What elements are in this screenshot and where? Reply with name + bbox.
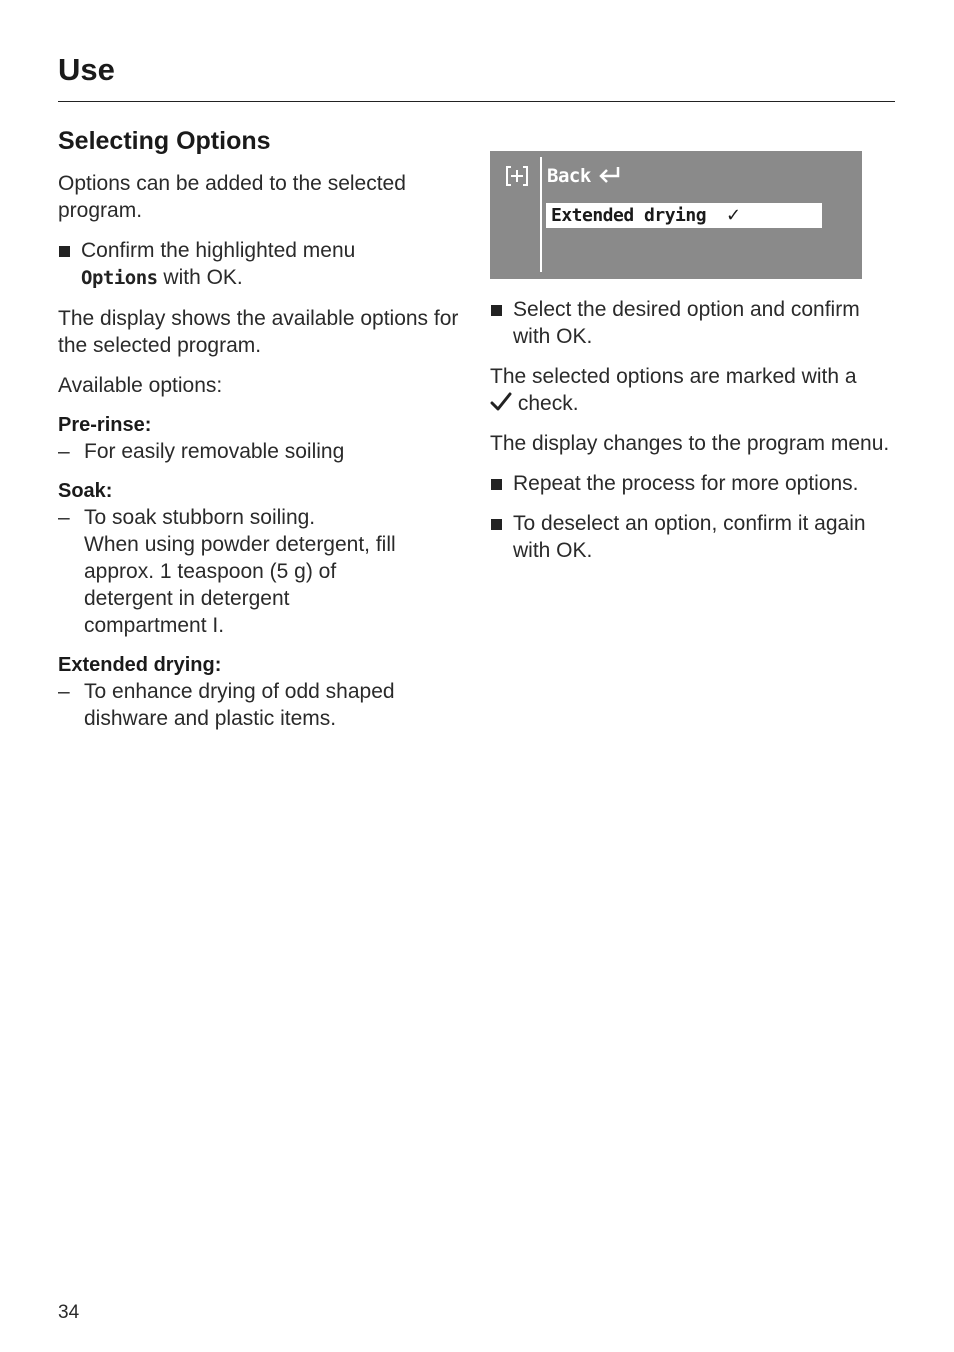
bullet-square-icon xyxy=(59,246,70,257)
check-mark-paragraph xyxy=(490,363,900,417)
display-divider xyxy=(540,157,542,272)
display-changes-paragraph: The display changes to the program menu. xyxy=(490,432,890,455)
description-line: dishware and plastic items. xyxy=(84,707,337,730)
instruction-select-option xyxy=(490,296,900,350)
instruction-deselect xyxy=(490,510,900,564)
instruction-confirm-options xyxy=(58,237,468,292)
bullet-square-icon xyxy=(491,519,502,530)
dash-marker: – xyxy=(58,680,70,703)
option-description xyxy=(58,504,468,639)
dash-marker: – xyxy=(58,506,70,529)
description-line: For easily removable soiling xyxy=(84,440,345,463)
option-soak xyxy=(58,478,468,639)
intro-paragraph: Options can be added to the selected program. xyxy=(58,172,406,222)
bullet-text: Repeat the process for more options. xyxy=(513,472,859,495)
option-description xyxy=(58,678,468,732)
bullet-square-icon xyxy=(491,305,502,316)
display-check-mark: ✓ xyxy=(726,205,742,225)
description-line: detergent in detergent xyxy=(84,587,290,610)
display-selected-label: Extended drying xyxy=(551,205,707,226)
bullet-text-suffix: with OK. xyxy=(157,266,243,289)
option-extended-drying xyxy=(58,652,468,732)
option-title: Pre-rinse: xyxy=(58,414,152,436)
dash-marker: – xyxy=(58,440,70,463)
option-pre-rinse xyxy=(58,412,468,465)
right-column xyxy=(490,296,900,577)
options-menu-label: Options xyxy=(81,267,158,289)
paragraph-text: The selected options are marked with a xyxy=(490,365,857,388)
page-title: Use xyxy=(58,52,115,87)
bullet-text: Confirm the highlighted menu xyxy=(81,239,356,262)
bullet-text: Select the desired option and confirm with OK. xyxy=(513,298,860,348)
plus-box-icon xyxy=(505,165,529,187)
bullet-square-icon xyxy=(491,479,502,490)
display-paragraph: The display shows the available options for the selected program. xyxy=(58,307,459,357)
description-line: When using powder detergent, fill xyxy=(84,533,396,556)
page-number: 34 xyxy=(58,1302,80,1323)
description-line: compartment I. xyxy=(84,614,225,637)
left-column xyxy=(58,124,468,745)
bullet-text: To deselect an option, confirm it again with OK. xyxy=(513,512,866,562)
title-divider xyxy=(58,101,895,102)
check-icon xyxy=(490,392,512,412)
option-description xyxy=(58,438,468,465)
description-line: approx. 1 teaspoon (5 g) of xyxy=(84,560,337,583)
available-options-label: Available options: xyxy=(58,374,223,397)
display-selected-row xyxy=(546,203,822,228)
option-title: Extended drying: xyxy=(58,654,222,676)
description-line: To soak stubborn soiling. xyxy=(84,506,316,529)
paragraph-text-suffix: check. xyxy=(512,392,579,415)
description-line: To enhance drying of odd shaped xyxy=(84,680,395,703)
appliance-display-illustration xyxy=(490,151,862,279)
option-title: Soak: xyxy=(58,480,113,502)
return-arrow-icon xyxy=(596,164,624,186)
section-title: Selecting Options xyxy=(58,127,271,155)
instruction-repeat xyxy=(490,470,900,497)
display-back-label: Back xyxy=(547,165,591,187)
